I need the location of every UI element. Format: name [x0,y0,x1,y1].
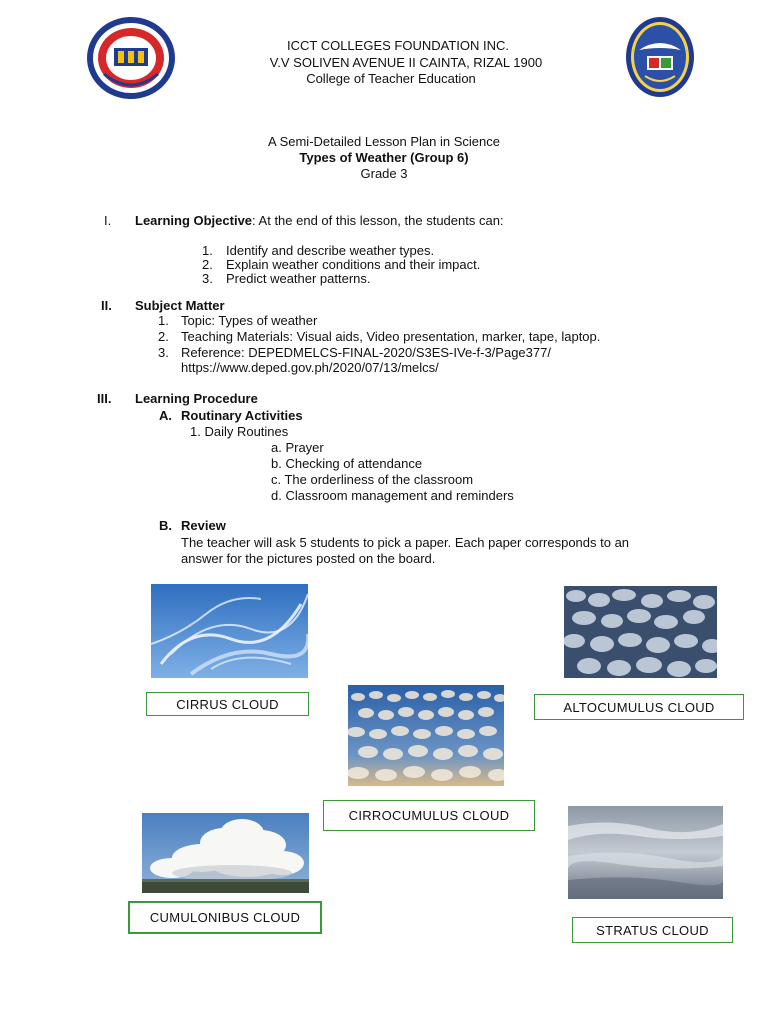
list-item-num: 2. [158,329,169,344]
altocumulus-label: ALTOCUMULUS CLOUD [534,694,744,720]
plan-title: A Semi-Detailed Lesson Plan in Science [268,134,500,149]
list-item: Reference: DEPEDMELCS-FINAL-2020/S3ES-IVe-f-3/Page377/ [181,345,551,360]
cumulonimbus-cloud-photo [142,813,309,893]
review-text: The teacher will ask 5 students to pick a paper. Each paper corresponds to an [181,535,630,550]
list-item: Identify and describe weather types. [226,243,435,258]
school-address: V.V SOLIVEN AVENUE II CAINTA, RIZAL 1900 [269,55,543,70]
subsection-a-letter: A. [159,408,172,423]
reference-link[interactable]: https://www.deped.gov.ph/2020/07/13/melcs/ [181,360,439,375]
routine-item: a. Prayer [271,440,324,455]
routine-item: d. Classroom management and reminders [271,488,514,503]
section3-heading: Learning Procedure [135,391,258,406]
list-item-num: 1. [158,313,169,328]
section1-numeral: I. [104,213,112,228]
section1-heading-line [135,213,504,229]
list-item: Topic: Types of weather [181,313,318,328]
subsection-b-letter: B. [159,518,172,533]
list-item: Teaching Materials: Visual aids, Video presentation, marker, tape, laptop. [181,329,601,344]
cumulonimbus-label: CUMULONIBUS CLOUD [128,901,322,934]
lesson-topic: Types of Weather (Group 6) [299,150,469,165]
subsection-a-heading: Routinary Activities [181,408,303,423]
list-item: Explain weather conditions and their impact. [226,257,481,272]
list-item-num: 2. [202,257,213,272]
routine-item: c. The orderliness of the classroom [271,472,474,487]
section1-heading: Learning Objective [135,213,253,228]
list-item-num: 3. [158,345,169,360]
section3-numeral: III. [97,391,112,406]
daily-routines: 1. Daily Routines [190,424,289,439]
cirrus-cloud-photo [151,584,308,678]
section2-numeral: II. [101,298,112,313]
list-item: Predict weather patterns. [226,271,371,286]
cirrus-label: CIRRUS CLOUD [146,692,309,716]
stratus-label: STRATUS CLOUD [572,917,733,943]
cirrocumulus-cloud-photo [348,685,504,786]
cirrocumulus-label: CIRROCUMULUS CLOUD [323,800,535,831]
section1-intro: : At the end of this lesson, the students can: [252,213,504,228]
subsection-b-heading: Review [181,518,226,533]
review-text: answer for the pictures posted on the board. [181,551,436,566]
list-item-num: 1. [202,243,213,258]
school-name: ICCT COLLEGES FOUNDATION INC. [287,38,509,53]
list-item-num: 3. [202,271,213,286]
altocumulus-cloud-photo [564,586,717,678]
section2-heading: Subject Matter [135,298,225,313]
college-name: College of Teacher Education [306,71,476,86]
stratus-cloud-photo [568,806,723,899]
routine-item: b. Checking of attendance [271,456,423,471]
grade-level: Grade 3 [360,166,408,181]
